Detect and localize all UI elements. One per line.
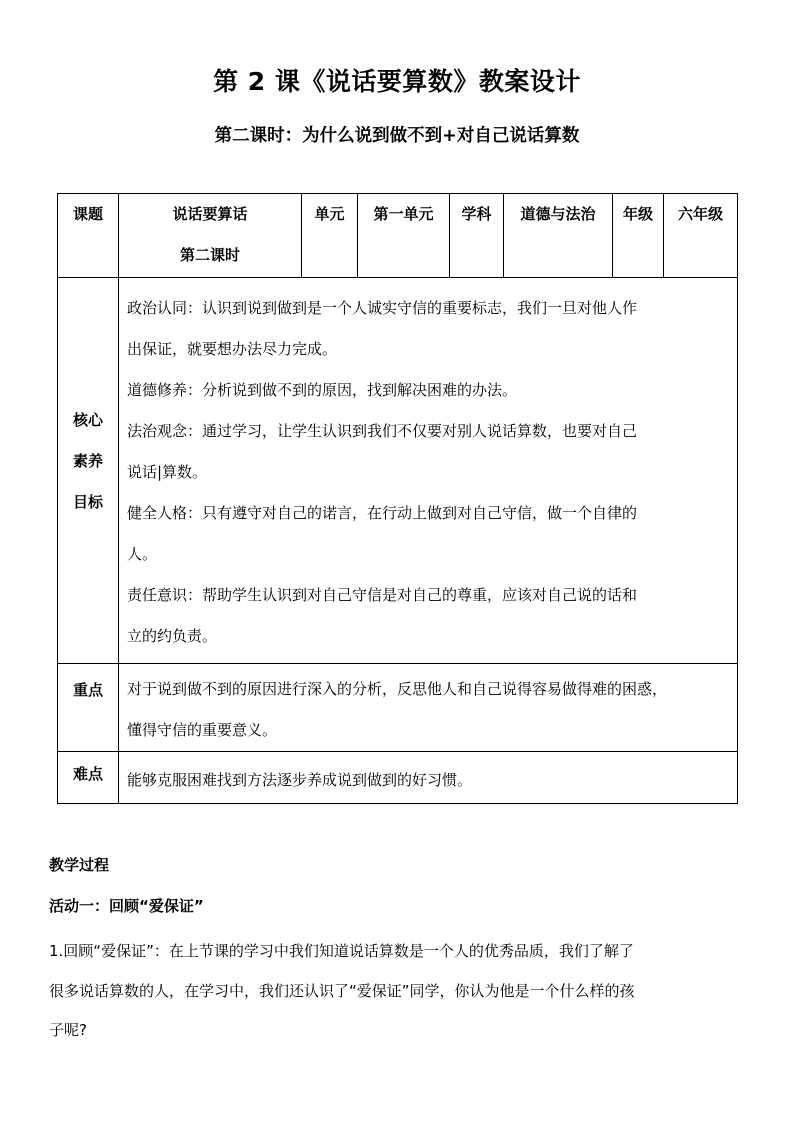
lesson-label: 课题 bbox=[72, 205, 103, 223]
core-label-line3: 目标 bbox=[72, 493, 103, 511]
grade-value: 六年级 bbox=[677, 205, 723, 223]
core-goal-line: 政治认同：认识到说到做到是一个人诚实守信的重要标志，我们一旦对他人作 bbox=[127, 299, 638, 317]
difficulties-label: 难点 bbox=[72, 765, 103, 783]
unit-label-cell bbox=[302, 194, 358, 278]
difficulties-label-cell bbox=[58, 752, 119, 804]
table-row-core-goals bbox=[58, 278, 738, 664]
key-points-line: 对于说到做不到的原因进行深入的分析，反思他人和自己说得容易做得难的困惑， bbox=[127, 680, 668, 698]
core-goal-line: 出保证，就要想办法尽力完成。 bbox=[127, 340, 338, 358]
subject-label: 学科 bbox=[461, 205, 492, 223]
lesson-value-cell bbox=[119, 194, 302, 278]
table-row-key-points bbox=[58, 664, 738, 752]
unit-label: 单元 bbox=[314, 205, 345, 223]
core-goal-line: 责任意识：帮助学生认识到对自己守信是对自己的尊重，应该对自己说的话和 bbox=[127, 586, 638, 604]
difficulties-text: 能够克服困难找到方法逐步养成说到做到的好习惯。 bbox=[127, 771, 473, 789]
unit-value: 第一单元 bbox=[373, 205, 434, 223]
grade-label: 年级 bbox=[622, 205, 653, 223]
table-row-header-info bbox=[58, 194, 738, 278]
activity-one-title: 活动一：回顾“爱保证” bbox=[49, 897, 204, 915]
core-goals-label-cell bbox=[58, 278, 119, 664]
document-subtitle: 第二课时：为什么说到做不到+对自己说话算数 bbox=[214, 126, 580, 146]
key-points-label: 重点 bbox=[72, 681, 103, 699]
paragraph-line: 很多说话算数的人，在学习中，我们还认识了“爱保证”同学，你认为他是一个什么样的孩 bbox=[49, 981, 635, 1000]
core-label-line2: 素养 bbox=[72, 452, 103, 470]
core-label-line1: 核心 bbox=[72, 411, 103, 429]
core-goal-line: 人。 bbox=[127, 545, 158, 563]
core-goal-line: 道德修养：分析说到做不到的原因，找到解决困难的办法。 bbox=[127, 381, 518, 399]
core-goal-line: 说话|算数。 bbox=[127, 463, 208, 481]
core-goal-line: 法治观念：通过学习，让学生认识到我们不仅要对别人说话算数，也要对自己 bbox=[127, 422, 638, 440]
core-goals-content bbox=[119, 278, 738, 664]
paragraph-line: 1.回顾“爱保证”：在上节课的学习中我们知道说话算数是一个人的优秀品质，我们了解了 bbox=[49, 942, 634, 960]
subject-value: 道德与法治 bbox=[520, 205, 596, 223]
teaching-process-heading: 教学过程 bbox=[49, 856, 110, 874]
grade-label-cell bbox=[613, 194, 664, 278]
unit-value-cell bbox=[358, 194, 450, 278]
key-points-line: 懂得守信的重要意义。 bbox=[127, 721, 278, 739]
lesson-name: 说话要算话 bbox=[172, 205, 248, 223]
activity-one-paragraph bbox=[49, 932, 749, 1051]
subject-label-cell bbox=[450, 194, 504, 278]
lesson-label-cell bbox=[58, 194, 119, 278]
paragraph-line: 子呢? bbox=[49, 1021, 87, 1039]
difficulties-content bbox=[119, 752, 738, 804]
lesson-period: 第二课时 bbox=[179, 246, 240, 264]
key-points-label-cell bbox=[58, 664, 119, 752]
document-title: 第 2 课《说话要算数》教案设计 bbox=[213, 67, 581, 96]
core-goal-line: 立的约负责。 bbox=[127, 627, 218, 645]
grade-value-cell bbox=[664, 194, 738, 278]
key-points-content bbox=[119, 664, 738, 752]
table-row-difficulties bbox=[58, 752, 738, 804]
core-goal-line: 健全人格：只有遵守对自己的诺言，在行动上做到对自己守信，做一个自律的 bbox=[127, 504, 638, 522]
lesson-plan-table bbox=[57, 193, 738, 804]
subject-value-cell bbox=[504, 194, 613, 278]
